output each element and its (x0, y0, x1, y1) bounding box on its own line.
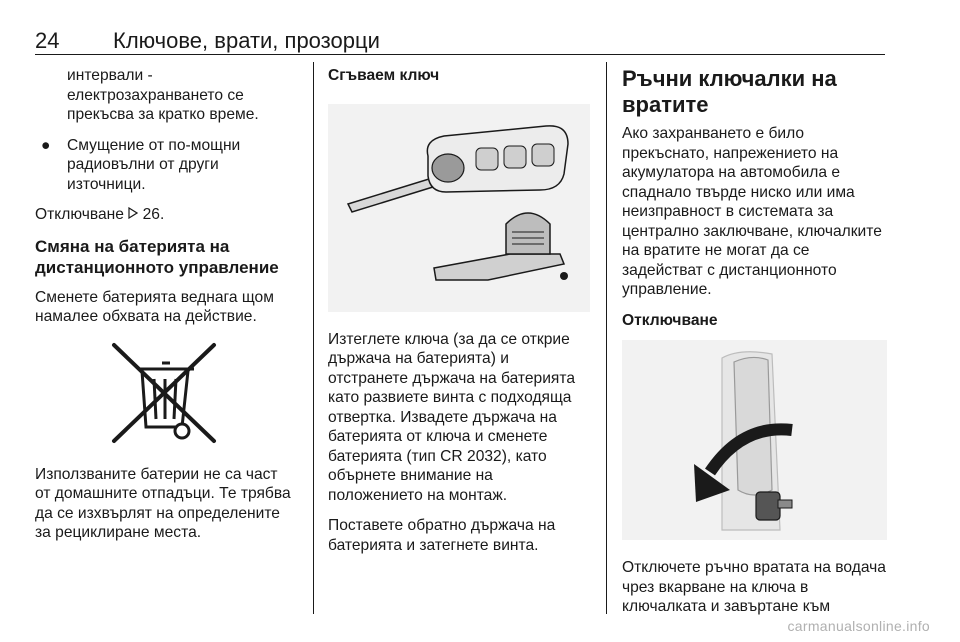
cross-reference[interactable] (35, 205, 297, 225)
section-heading: Сгъваем ключ (328, 67, 440, 84)
step-text: Поставете обратно държача на батерията и затегнете винта. (328, 517, 556, 554)
column-divider (313, 62, 314, 614)
subsection-heading: Отключване (622, 311, 718, 329)
bullet-text: Смущение от по-мощни радиовълни от други източници. (67, 136, 241, 193)
column-middle (328, 66, 590, 566)
column-divider (606, 62, 607, 614)
step-text: Изтеглете ключа (за да се открие държача на батерията) и отстранете държача на батерията като развиете винта с подходяща отвертка. Извадете държача на батерията от ключа и сменете батерията (тип CR 2032), като обърнете внимание на положението на монтаж. (328, 330, 576, 504)
intro-text: Сменете батерията веднага щом намалее обхвата на действие. (35, 288, 274, 325)
chapter-title: Ключове, врати, прозорци (113, 28, 380, 53)
intro-text: Ако захранването е било прекъснато, напрежението на акумулатора на автомобила е спаднало твърде ниско или има неизправност в системата за централно заключване, ключалките на вратите не могат да се задействат с дистанционното управление. (622, 125, 882, 298)
bullet-icon: ● (41, 136, 51, 154)
page-header (35, 26, 885, 55)
folding-key-battery-illustration (328, 104, 590, 312)
list-item (35, 136, 297, 195)
page-number: 24 (35, 28, 60, 53)
section-heading: Ръчни ключалки на вратите (622, 66, 837, 117)
cross-reference-label: Отключване (35, 206, 124, 223)
column-right (622, 66, 887, 628)
step-text: Отключете ръчно вратата на водача чрез вкарване на ключа в ключалката и завъртане към (622, 559, 886, 615)
reference-arrow-icon (128, 207, 138, 219)
cross-reference-page: 26. (142, 206, 165, 223)
section-heading: Смяна на батерията на дистанционното управление (35, 236, 279, 277)
crossed-out-wheelie-bin-icon (106, 341, 226, 445)
disposal-text: Използваните батерии не са част от домашните отпадъци. Те трябва да се изхвърлят на определените за рециклиране места. (35, 465, 291, 541)
watermark: carmanualsonline.info (787, 618, 930, 634)
column-left (35, 66, 297, 554)
door-lock-unlock-illustration (622, 340, 887, 540)
continued-text: интервали - електрозахранването се прекъсва за кратко време. (67, 67, 259, 123)
